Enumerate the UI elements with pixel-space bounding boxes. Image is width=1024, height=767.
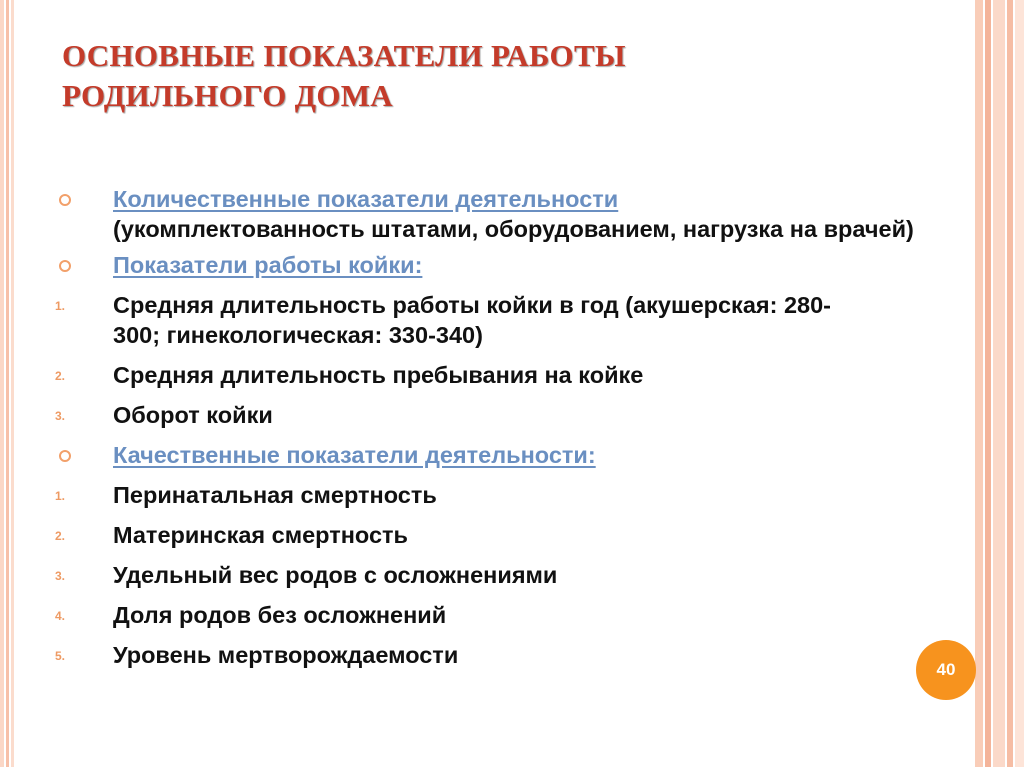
item-text: Средняя длительность работы койки в год (акушерская: 280-300; гинекологическая: 330-340) <box>113 292 831 348</box>
section-heading: Количественные показатели деятельности <box>113 186 619 212</box>
list-item-section-qualitative <box>55 440 935 470</box>
item-number: 5. <box>55 649 66 663</box>
list-item <box>55 290 833 350</box>
title-line-2: РОДИЛЬНОГО ДОМА <box>62 78 393 113</box>
left-decor-stripe <box>6 0 9 767</box>
item-number: 1. <box>55 299 66 313</box>
item-text: Перинатальная смертность <box>113 482 437 508</box>
page-number-badge: 40 <box>916 640 976 700</box>
left-decor-stripe <box>0 0 4 767</box>
right-decor-stripe <box>993 0 1005 767</box>
section-note: (укомплектованность штатами, оборудованием, нагрузка на врачей) <box>113 216 914 242</box>
item-text: Доля родов без осложнений <box>113 602 447 628</box>
list-item <box>55 400 935 430</box>
item-number: 1. <box>55 489 66 503</box>
item-number: 2. <box>55 529 66 543</box>
item-text: Средняя длительность пребывания на койке <box>113 362 644 388</box>
list-item <box>55 600 935 630</box>
right-decor-stripe <box>1007 0 1013 767</box>
item-number: 2. <box>55 369 66 383</box>
section-heading: Показатели работы койки: <box>113 252 423 278</box>
list-item <box>55 480 935 510</box>
item-text: Материнская смертность <box>113 522 408 548</box>
bullet-circle-icon <box>55 250 95 280</box>
right-decor-stripe <box>975 0 983 767</box>
item-number: 3. <box>55 569 66 583</box>
list-item <box>55 360 935 390</box>
content-list <box>55 184 935 670</box>
item-text: Уровень мертворождаемости <box>113 642 459 668</box>
list-item-section-quantitative <box>55 184 935 244</box>
item-number: 3. <box>55 409 66 423</box>
list-item <box>55 520 935 550</box>
bullet-circle-icon <box>55 440 95 470</box>
section-heading: Качественные показатели деятельности: <box>113 442 596 468</box>
item-number: 4. <box>55 609 66 623</box>
item-text: Оборот койки <box>113 402 273 428</box>
bullet-circle-icon <box>55 184 95 214</box>
title-line-1: ОСНОВНЫЕ ПОКАЗАТЕЛИ РАБОТЫ <box>62 38 626 73</box>
list-item <box>55 640 935 670</box>
left-decor-stripe <box>11 0 14 767</box>
slide-title <box>62 36 962 116</box>
list-item-section-bed <box>55 250 935 280</box>
list-item <box>55 560 935 590</box>
right-decor-stripe <box>1015 0 1024 767</box>
right-decor-stripe <box>985 0 991 767</box>
item-text: Удельный вес родов с осложнениями <box>113 562 558 588</box>
